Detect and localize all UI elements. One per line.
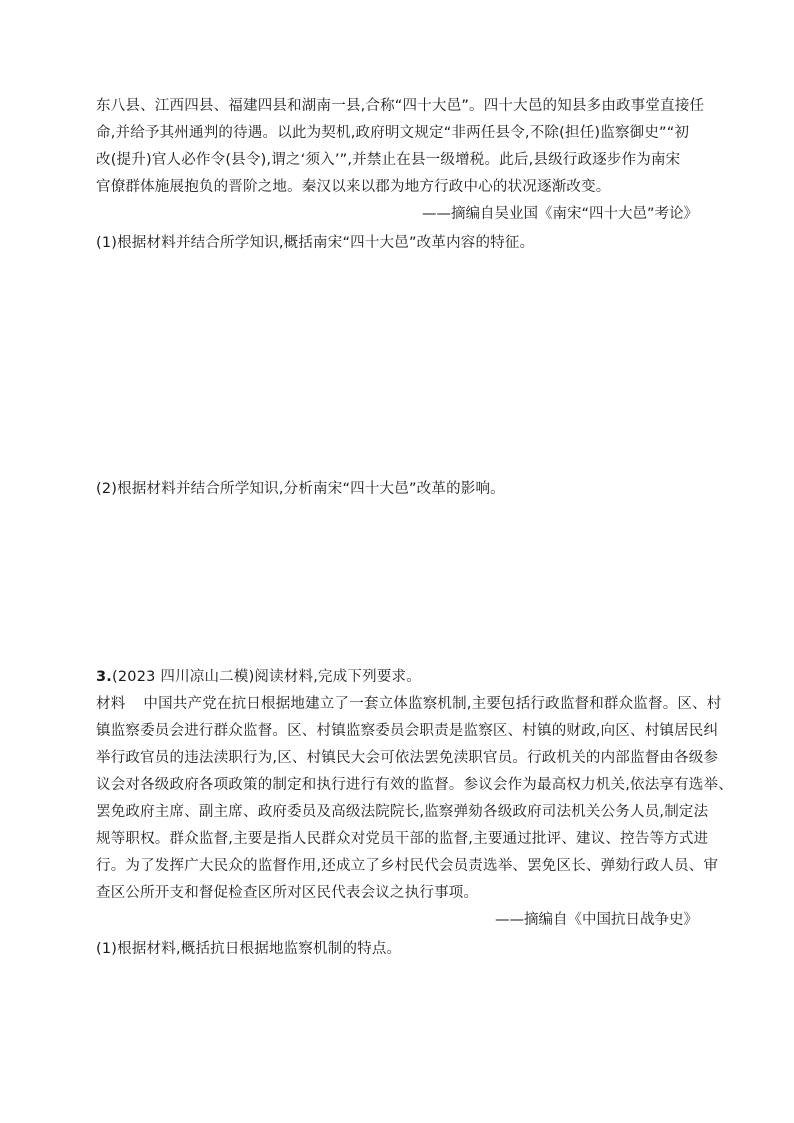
paragraph-line: 行。为了发挥广大民众的监督作用,还成立了乡村民代会员责选举、罢免区长、弹劾行政人员、审 (96, 858, 719, 874)
question-number: 3. (96, 669, 112, 685)
paragraph-line: 中国共产党在抗日根据地建立了一套立体监察机制,主要包括行政监督和群众监督。区、村 (143, 696, 722, 712)
paragraph-line: 改(提升)官人必作令(县令),谓之‘须入’”,并禁止在县一级增税。此后,县级行政逐步作为南宋 (96, 152, 681, 168)
material-label: 材料 (96, 696, 126, 712)
material-line (96, 694, 722, 714)
question-3-1: (1)根据材料,概括抗日根据地监察机制的特点。 (96, 941, 402, 957)
question-source-tag: (2023 四川凉山二模)阅读材料,完成下列要求。 (112, 669, 421, 685)
source-citation: ——摘编自《中国抗日战争史》 (495, 912, 698, 928)
paragraph-line: 官僚群体施展抱负的晋阶之地。秦汉以来以郡为地方行政中心的状况逐渐改变。 (96, 179, 611, 195)
paragraph-line: 规等职权。群众监督,主要是指人民群众对党员干部的监督,主要通过批评、建议、控告等方式进 (96, 831, 709, 847)
question-2-2: (2)根据材料并结合所学知识,分析南宋“四十大邑”改革的影响。 (96, 481, 505, 497)
paragraph-line: 查区公所开支和督促检查区所对区民代表会议之执行事项。 (96, 885, 479, 901)
question-2-1: (1)根据材料并结合所学知识,概括南宋“四十大邑”改革内容的特征。 (96, 235, 535, 251)
paragraph-line: 议会对各级政府各项政策的制定和执行进行有效的监督。参议会作为最高权力机关,依法享有选举、 (96, 777, 733, 793)
source-citation: ——摘编自吴业国《南宋“四十大邑”考论》 (421, 206, 698, 222)
paragraph-line: 罢免政府主席、副主席、政府委员及高级法院院长,监察弹劾各级政府司法机关公务人员,制定法 (96, 804, 709, 820)
paragraph-line: 镇监察委员会进行群众监督。区、村镇监察委员会职责是监察区、村镇的财政,向区、村镇居民纠 (96, 723, 719, 739)
paragraph-line: 东八县、江西四县、福建四县和湖南一县,合称“四十大邑”。四十大邑的知县多由政事堂直接任 (96, 98, 705, 114)
paragraph-line: 举行政官员的违法渎职行为,区、村镇民大会可依法罢免渎职官员。行政机关的内部监督由各级参 (96, 750, 719, 766)
question-3-header (96, 667, 421, 687)
paragraph-line: 命,并给予其州通判的待遇。以此为契机,政府明文规定“非两任县令,不除(担任)监察御史”“初 (96, 125, 690, 141)
